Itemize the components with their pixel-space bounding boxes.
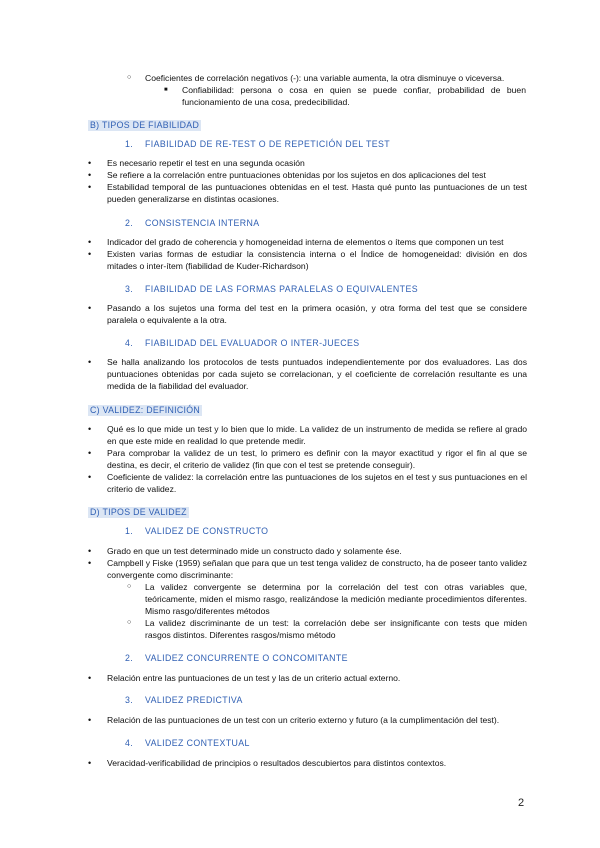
subheading-consistencia: 2. CONSISTENCIA INTERNA — [125, 218, 260, 228]
subheading-concurrente: 2. VALIDEZ CONCURRENTE O CONCOMITANTE — [125, 653, 348, 663]
list-item: • Para comprobar la validez de un test, lo primero es definir con la mayor exactitud y rigor el fin al que se destina, es decir, el criterio de validez (fin que con el test se pretende conseguir). — [107, 447, 527, 471]
section-heading-c: C) VALIDEZ: DEFINICIÓN — [90, 405, 201, 415]
list-item: • Relación de las puntuaciones de un test con un criterio externo y futuro (a la cumplimentación del test). — [107, 714, 527, 726]
list-item: • Pasando a los sujetos una forma del test en la primera ocasión, y otra forma del test que se considere paralela o equivalente a la otra. — [107, 302, 527, 326]
subheading-retest: 1. FIABILIDAD DE RE-TEST O DE REPETICIÓN DEL TEST — [125, 139, 391, 149]
list-item: • Indicador del grado de coherencia y homogeneidad interna de elementos o ítems que componen un test — [107, 236, 527, 248]
list-item: • Estabilidad temporal de las puntuaciones obtenidas en el test. Hasta qué punto las puntuaciones de un test pueden generalizarse en distintas ocasiones. — [107, 181, 527, 205]
subheading-constructo: 1. VALIDEZ DE CONSTRUCTO — [125, 526, 269, 536]
subheading-contextual: 4. VALIDEZ CONTEXTUAL — [125, 738, 250, 748]
list-item: ○ Coeficientes de correlación negativos (-): una variable aumenta, la otra disminuye o viceversa. — [145, 72, 530, 84]
list-item: ■ Confiabilidad: persona o cosa en quien se puede confiar, probabilidad de buen funcionamiento de una cosa, predecibilidad. — [182, 84, 526, 108]
page-number: 2 — [518, 797, 525, 809]
list-item: • Es necesario repetir el test en una segunda ocasión — [107, 157, 527, 169]
list-item: • Se refiere a la correlación entre puntuaciones obtenidas por los sujetos en dos aplicaciones del test — [107, 169, 527, 181]
list-item: ○ La validez discriminante de un test: la correlación debe ser insignificante con tests que miden rasgos distintos. Diferentes rasgos/mismo método — [145, 617, 527, 641]
list-item: ○ La validez convergente se determina por la correlación del test con otras variables que, teóricamente, miden el mismo rasgo, realizándose la medición mediante procedimientos diferentes. Mismo rasgo/diferentes métodos — [145, 581, 527, 617]
list-item: • Relación entre las puntuaciones de un test y las de un criterio actual externo. — [107, 672, 527, 684]
section-heading-d: D) TIPOS DE VALIDEZ — [90, 507, 187, 517]
section-heading-b: B) TIPOS DE FIABILIDAD — [90, 120, 200, 130]
list-item: • Se halla analizando los protocolos de tests puntuados independientemente por dos evaluadores. Las dos puntuaciones obtenidas por cada sujeto se correlacionan, y el coeficiente de correlación resultante es una medida de la fiabilidad del evaluador. — [107, 356, 527, 392]
subheading-predictiva: 3. VALIDEZ PREDICTIVA — [125, 695, 243, 705]
list-item: • Existen varias formas de estudiar la consistencia interna o el Índice de homogeneidad: división en dos mitades o inter-ítem (fiabilidad de Kuder-Richardson) — [107, 248, 527, 272]
subheading-formas-paralelas: 3. FIABILIDAD DE LAS FORMAS PARALELAS O EQUIVALENTES — [125, 284, 418, 294]
list-item: • Veracidad-verificabilidad de principios o resultados descubiertos para distintos contextos. — [107, 757, 527, 769]
list-item: • Grado en que un test determinado mide un constructo dado y solamente ése. — [107, 545, 527, 557]
list-item: • Qué es lo que mide un test y lo bien que lo mide. La validez de un instrumento de medida se refiere al grado en que este mide en realidad lo que pretende medir. — [107, 423, 527, 447]
subheading-inter-jueces: 4. FIABILIDAD DEL EVALUADOR O INTER-JUECES — [125, 338, 360, 348]
list-item: • Campbell y Fiske (1959) señalan que para que un test tenga validez de constructo, ha de poseer tanto validez convergente como discriminante: — [107, 557, 527, 581]
list-item: • Coeficiente de validez: la correlación entre las puntuaciones de los sujetos en el test y sus puntuaciones en el criterio de validez. — [107, 471, 527, 495]
